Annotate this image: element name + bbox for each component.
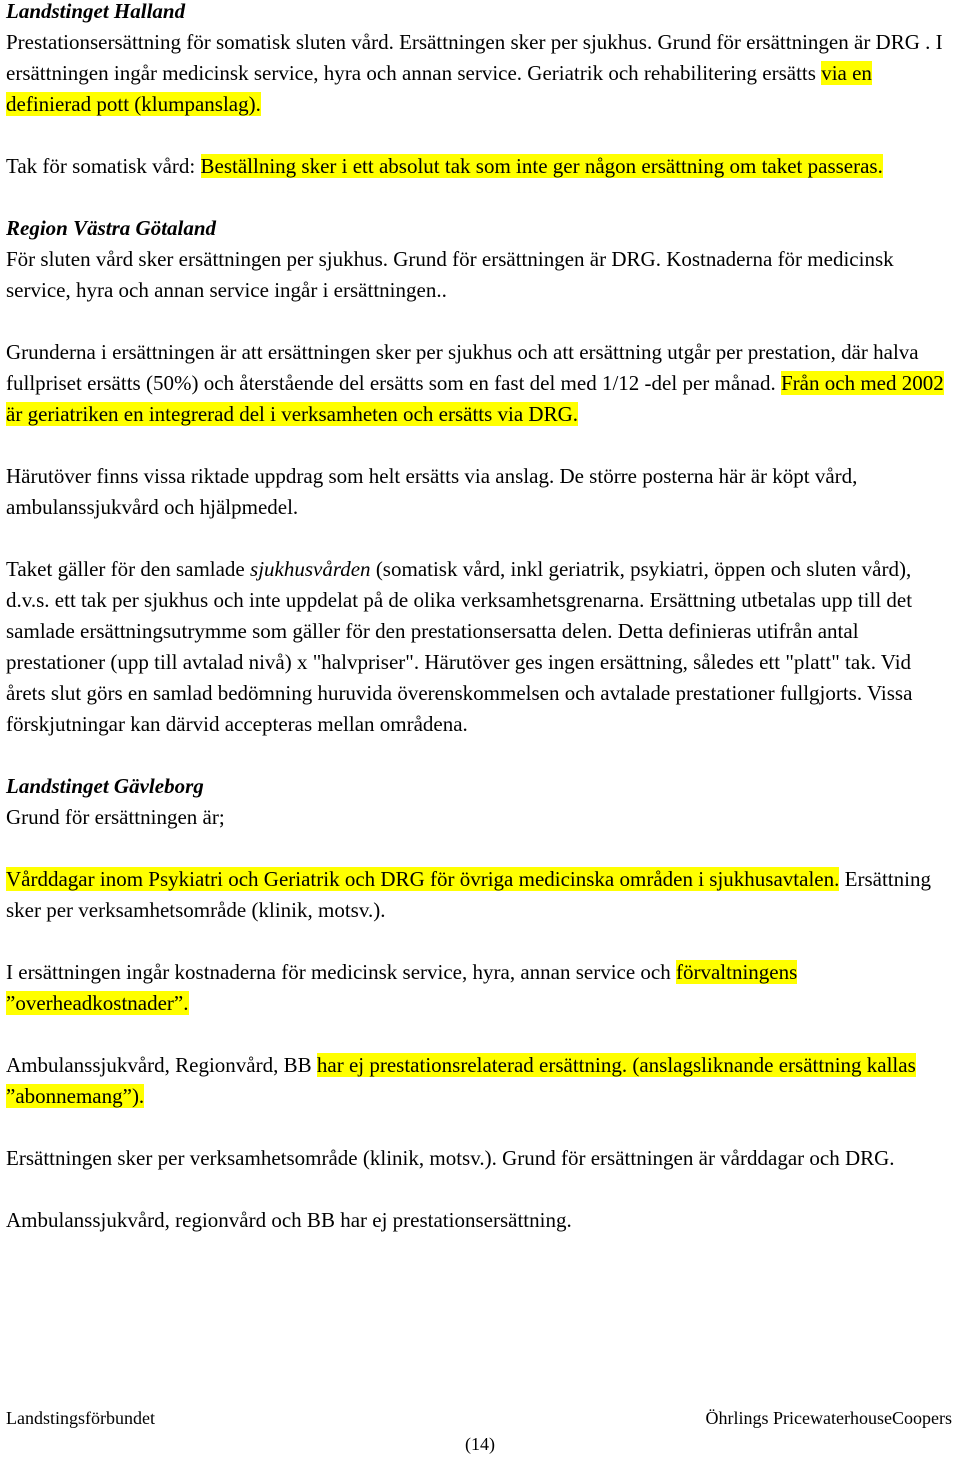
highlighted-text: förvaltningens ”overheadkostnader”. [6,960,798,1015]
spacer [6,1019,954,1050]
paragraph-halland-2 [6,151,954,182]
paragraph-vg-4 [6,554,954,740]
paragraph-gavleborg-1: Grund för ersättningen är; [6,805,225,829]
document-page [6,0,954,1236]
text: Grunderna i ersättningen är att ersättningen sker per sjukhus och att ersättning utgår per prestation, där halva fullpriset ersätts (50%) och återstående del ersätts som en fast del med 1/12 -del per månad. [6,340,919,395]
spacer [6,120,954,151]
spacer [6,430,954,461]
highlighted-text: via en definierad pott (klumpanslag). [6,61,872,116]
text: (somatisk vård, inkl geriatrik, psykiatri, öppen och sluten vård), d.v.s. ett tak per sjukhus och inte uppdelat på de olika verksamhetsgrenarna. Ersättning utbetalas upp till det samlade ersättningsutrymme som gäller för den prestationsersatta delen. Detta definieras utifrån antal prestationer (upp till avtalad nivå) x "halvpriser". Härutöver ges ingen ersättning, således ett "platt" tak. Vid årets slut görs en samlad bedömning huruvida överenskommelsen och avtalade prestationer fullgjorts. Vissa förskjutningar kan därvid accepteras mellan områdena. [6,557,913,736]
paragraph-vg-3: Härutöver finns vissa riktade uppdrag som helt ersätts via anslag. De större posterna här är köpt vård, ambulanssjukvård och hjälpmedel. [6,464,858,519]
highlighted-text: Beställning sker i ett absolut tak som inte ger någon ersättning om taket passeras. [200,154,883,178]
text: Ersättning sker per verksamhetsområde (klinik, motsv.). [6,867,931,922]
text: Taket gäller för den samlade [6,557,251,581]
text: Prestationsersättning för somatisk sluten vård. Ersättningen sker per sjukhus. Grund för ersättningen är DRG . I ersättningen ingår medicinsk service, hyra och annan service. Geriatrik och rehabilitering ersätts [6,30,943,85]
paragraph-vg-2 [6,337,954,430]
spacer [6,833,954,864]
footer-right: Öhrlings PricewaterhouseCoopers [705,1408,952,1428]
highlighted-text: har ej prestationsrelaterad ersättning. (anslagsliknande ersättning kallas ”abonnemang”). [6,1053,916,1108]
spacer [6,523,954,554]
text: Tak för somatisk vård: [6,154,201,178]
spacer [6,306,954,337]
paragraph-vg-1: För sluten vård sker ersättningen per sjukhus. Grund för ersättningen är DRG. Kostnaderna för medicinsk service, hyra och annan service ingår i ersättningen.. [6,247,894,302]
heading-halland: Landstinget Halland [6,0,186,23]
highlighted-text: Vårddagar inom Psykiatri och Geriatrik och DRG för övriga medicinska områden i sjukhusavtalen. [6,867,840,891]
paragraph-gavleborg-5: Ersättningen sker per verksamhetsområde (klinik, motsv.). Grund för ersättningen är vårddagar och DRG. [6,1146,895,1170]
text: Ambulanssjukvård, Regionvård, BB [6,1053,317,1077]
text: I ersättningen ingår kostnaderna för medicinsk service, hyra, annan service och [6,960,676,984]
paragraph-gavleborg-4 [6,1050,954,1112]
paragraph-gavleborg-6: Ambulanssjukvård, regionvård och BB har ej prestationsersättning. [6,1208,572,1232]
heading-vastra-gotaland: Region Västra Götaland [6,216,217,240]
paragraph-gavleborg-2 [6,864,954,926]
spacer [6,1112,954,1143]
paragraph-halland-1 [6,27,954,120]
heading-gavleborg: Landstinget Gävleborg [6,774,204,798]
spacer [6,1174,954,1205]
italic-text: sjukhusvården [250,557,371,581]
highlighted-text: Från och med 2002 är geriatriken en integrerad del i verksamheten och ersätts via DRG. [6,371,944,426]
footer-left: Landstingsförbundet [6,1408,155,1428]
spacer [6,740,954,771]
spacer [6,926,954,957]
paragraph-gavleborg-3 [6,957,954,1019]
spacer [6,182,954,213]
page-number: (14) [465,1434,495,1454]
